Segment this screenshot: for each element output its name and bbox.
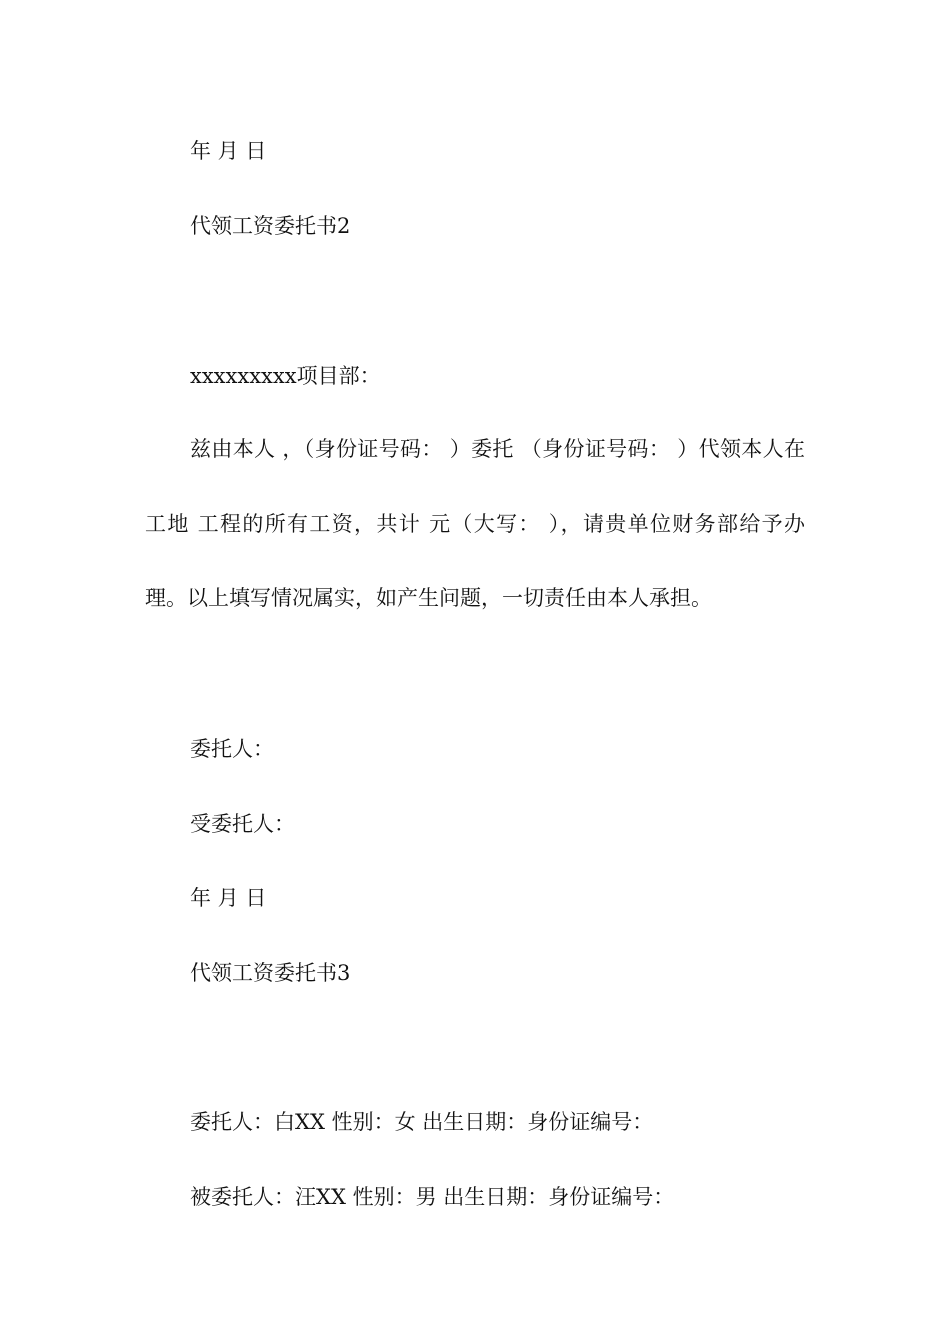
date-line: 年 月 日 — [190, 139, 267, 163]
agent-info: 被委托人：汪XX 性别：男 出生日期：身份证编号： — [190, 1185, 675, 1209]
letter-title: 代领工资委托书3 — [190, 961, 351, 985]
date-line: 年 月 日 — [190, 886, 267, 910]
agent-signature-label: 受委托人： — [190, 812, 295, 836]
principal-signature-label: 委托人： — [190, 737, 274, 761]
addressee: xxxxxxxxx项目部： — [190, 364, 381, 388]
letter-title: 代领工资委托书2 — [190, 214, 351, 238]
body-paragraph: 兹由本人 ，（身份证号码： ）委托 （身份证号码： ）代领本人在 工地 工程的所有工资，共计 元（大写： ），请贵单位财务部给予办理。以上填写情况属实，如产生问题，一切责任由本人承担。 — [145, 437, 805, 610]
principal-info: 委托人：白XX 性别：女 出生日期：身份证编号： — [190, 1110, 654, 1134]
